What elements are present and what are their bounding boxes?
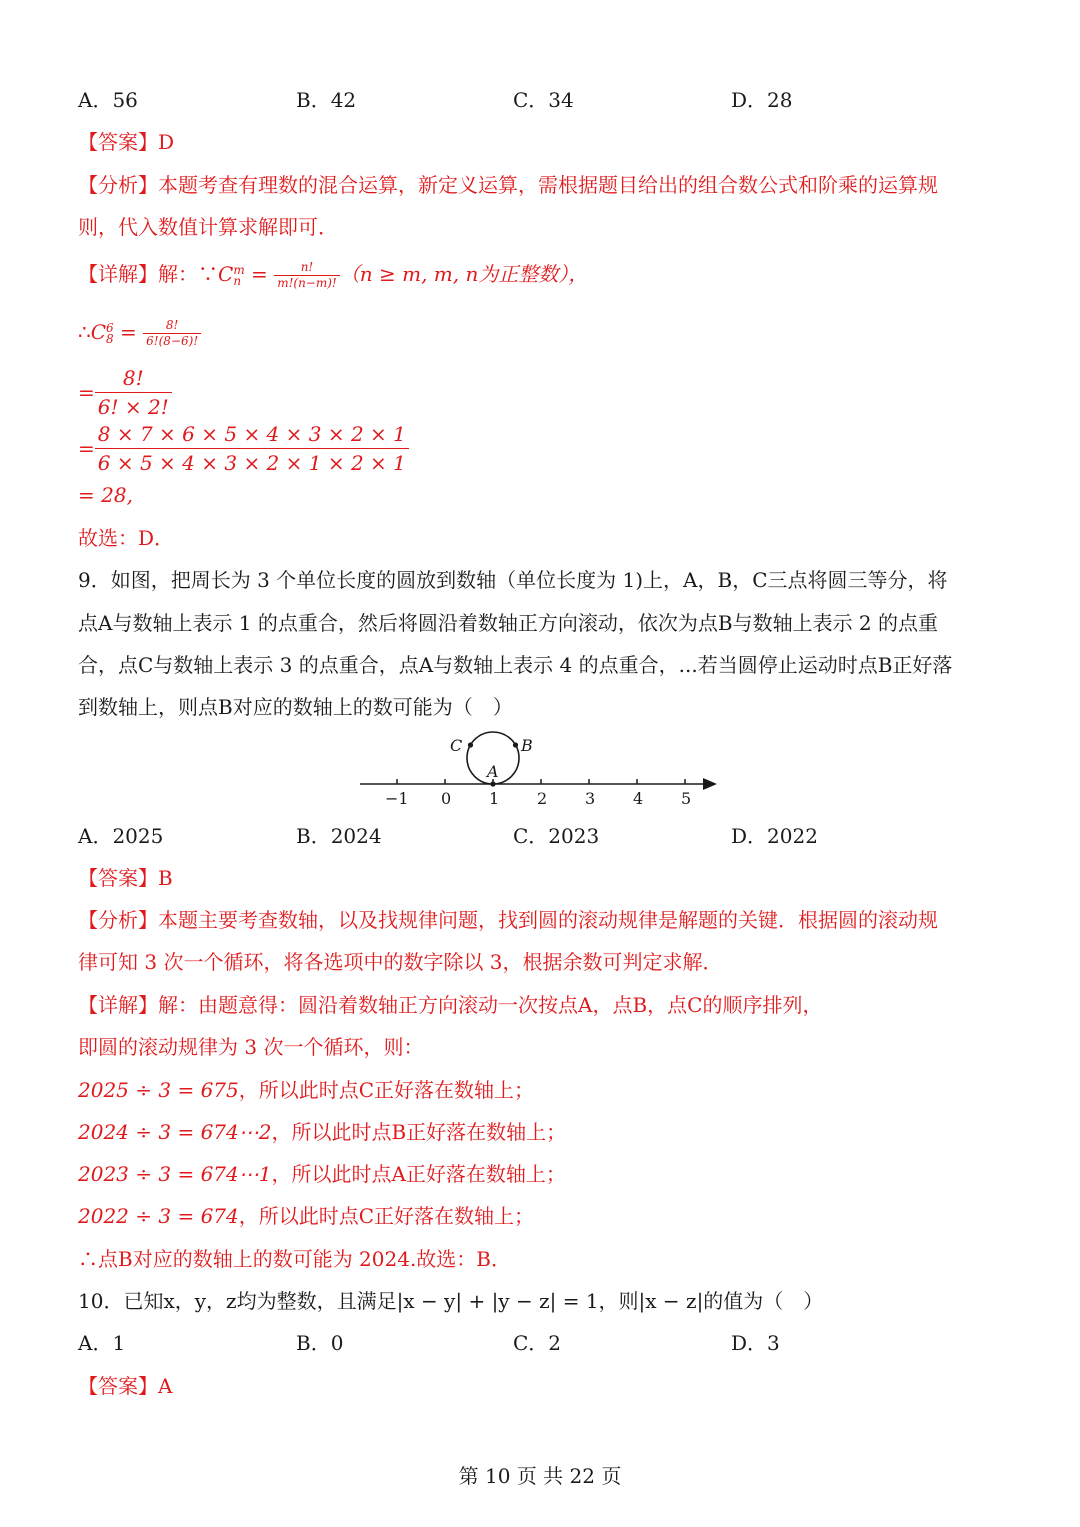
tick-label: −1 — [385, 789, 409, 808]
point-a-dot — [490, 781, 495, 786]
q8-option-c: C．34 — [513, 88, 574, 112]
q9-conclusion: ∴点B对应的数轴上的数可能为 2024.故选：B． — [78, 1247, 512, 1271]
q9-calc-row — [78, 1161, 566, 1187]
q9-calc-row — [78, 1203, 534, 1229]
q8-answer: 【答案】D — [78, 130, 175, 154]
q9-option-d: D．2022 — [731, 824, 818, 848]
page-footer: 第 10 页 共 22 页 — [458, 1464, 622, 1488]
tick-label: 0 — [441, 789, 452, 808]
q10-stem: 10．已知x，y，z均为整数，且满足|x − y| + |y − z| = 1，则|x − z|的值为（ ） — [78, 1289, 824, 1313]
q8-step2-eq: = — [78, 380, 95, 405]
q8-option-b: B．42 — [296, 88, 357, 112]
q8-choose: 故选：D． — [78, 526, 175, 550]
q8-frac4-den: 6 × 5 × 4 × 3 × 2 × 1 × 2 × 1 — [97, 451, 406, 475]
q10-option-d: D．3 — [731, 1331, 780, 1355]
q9-answer: 【答案】B — [78, 866, 173, 890]
q9-calc-text: ，所以此时点B正好落在数轴上； — [271, 1120, 567, 1144]
q8-analysis-line-2: 则，代入数值计算求解即可． — [78, 215, 338, 239]
q9-analysis-line-1: 【分析】本题主要考查数轴，以及找规律问题，找到圆的滚动规律是解题的关键．根据圆的滚动规 — [78, 908, 938, 932]
q8-step-4: = 28, — [78, 483, 133, 507]
q10-answer: 【答案】A — [78, 1374, 173, 1398]
q9-detail-line-1: 【详解】解：由题意得：圆沿着数轴正方向滚动一次按点A，点B，点C的顺序排列， — [78, 993, 823, 1017]
q9-option-b: B．2024 — [296, 824, 382, 848]
q8-detail-c-sup: m — [233, 262, 245, 277]
q9-option-c: C．2023 — [513, 824, 600, 848]
q10-option-c: C．2 — [513, 1331, 562, 1355]
q9-calc-text: ，所以此时点C正好落在数轴上； — [238, 1078, 535, 1102]
q8-detail-c: C — [218, 262, 234, 286]
q8-step1-c: C — [90, 320, 107, 344]
q8-frac1-num: n! — [274, 260, 340, 276]
q8-frac3-den: 6! × 2! — [97, 395, 169, 419]
tick-label: 5 — [681, 789, 692, 808]
arrow-right-icon — [703, 778, 717, 790]
point-b-label: B — [521, 736, 533, 755]
tick-label: 1 — [489, 789, 500, 808]
q10-option-a: A．1 — [78, 1331, 126, 1355]
q8-step3-eq: = — [78, 436, 95, 461]
q8-detail-c-sub: n — [233, 273, 242, 288]
q10-option-b: B．0 — [296, 1331, 344, 1355]
q9-calc-expr: 2022 ÷ 3 = 674 — [78, 1204, 239, 1228]
point-c-dot — [468, 742, 473, 747]
q9-calc-row — [78, 1119, 566, 1145]
tick-label: 2 — [537, 789, 548, 808]
q8-frac3-num: 8! — [95, 364, 172, 393]
point-b-dot — [513, 742, 518, 747]
q8-step1-fraction — [143, 318, 201, 349]
point-a-label: A — [487, 762, 499, 781]
q9-calc-expr: 2024 ÷ 3 = 674⋯2 — [78, 1120, 272, 1144]
tick-label: 4 — [633, 789, 644, 808]
q9-stem-line-2: 点A与数轴上表示 1 的点重合，然后将圆沿着数轴正方向滚动，依次为点B与数轴上表示 2 的点重 — [78, 611, 939, 635]
q9-number-line-figure — [355, 725, 725, 815]
q8-option-a: A．56 — [78, 88, 138, 112]
q9-detail-line-2: 即圆的滚动规律为 3 次一个循环，则： — [78, 1035, 424, 1059]
q8-detail-prefix: 【详解】解：∵ — [78, 262, 218, 286]
q8-analysis-line-1: 【分析】本题考查有理数的混合运算，新定义运算，需根据题目给出的组合数公式和阶乘的运算规 — [78, 173, 938, 197]
q9-calc-expr: 2025 ÷ 3 = 675 — [78, 1078, 239, 1102]
q8-step1-prefix: ∴ — [78, 320, 91, 344]
q9-analysis-line-2: 律可知 3 次一个循环，将各选项中的数字除以 3，根据余数可判定求解． — [78, 950, 723, 974]
q8-frac2-num: 8! — [143, 318, 201, 334]
q9-stem-line-4: 到数轴上，则点B对应的数轴上的数可能为（ ） — [78, 695, 513, 719]
q8-step-1 — [78, 310, 201, 354]
q8-step1-eq: = — [113, 320, 144, 344]
q9-option-a: A．2025 — [78, 824, 164, 848]
q9-calc-row — [78, 1077, 534, 1103]
q8-frac1-den: m!(n−m)! — [277, 276, 337, 290]
q8-detail-eq: = — [244, 262, 275, 286]
tick-label: 3 — [585, 789, 596, 808]
q9-calc-expr: 2023 ÷ 3 = 674⋯1 — [78, 1162, 272, 1186]
q8-detail-fraction — [274, 260, 340, 291]
q9-calc-text: ，所以此时点C正好落在数轴上； — [238, 1204, 535, 1228]
q8-step1-sup: 6 — [106, 320, 114, 335]
q8-detail-formula — [78, 252, 588, 296]
q8-step-2 — [78, 364, 172, 421]
q8-step3-fraction — [95, 420, 409, 477]
q8-frac4-num: 8 × 7 × 6 × 5 × 4 × 3 × 2 × 1 — [95, 420, 409, 449]
q9-stem-line-1: 9．如图，把周长为 3 个单位长度的圆放到数轴（单位长度为 1)上，A，B，C三点将圆三等分，将 — [78, 568, 948, 592]
point-c-label: C — [450, 736, 463, 755]
q8-step1-sub: 8 — [106, 331, 114, 346]
q8-option-d: D．28 — [731, 88, 793, 112]
q9-calc-text: ，所以此时点A正好落在数轴上； — [271, 1162, 566, 1186]
q9-stem-line-3: 合，点C与数轴上表示 3 的点重合，点A与数轴上表示 4 的点重合，...若当圆停止运动时点B正好落 — [78, 653, 953, 677]
q8-frac2-den: 6!(8−6)! — [146, 334, 199, 348]
q8-detail-cond: （n ≥ m, m, n为正整数）， — [339, 262, 589, 286]
q8-step2-fraction — [95, 364, 172, 421]
q8-step-3 — [78, 420, 409, 477]
